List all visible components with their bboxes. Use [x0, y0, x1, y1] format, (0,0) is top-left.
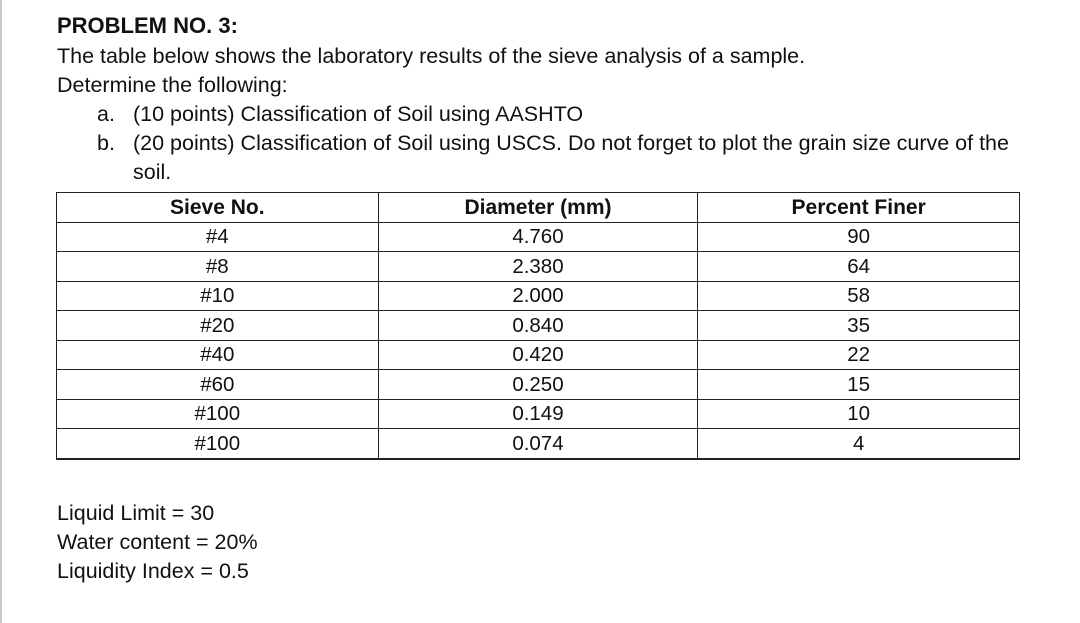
liquidity-index: Liquidity Index = 0.5 — [57, 559, 249, 583]
task-text-b: (20 points) Classification of Soil using USCS. Do not forget to plot the grain size curve of the soil. — [133, 131, 1009, 184]
header-percent-finer: Percent Finer — [698, 193, 1020, 223]
sieve-no-cell: #100 — [57, 399, 379, 429]
sieve-no-cell: #8 — [57, 252, 379, 282]
task-item-a — [97, 100, 1027, 129]
percent-finer-cell: 90 — [698, 222, 1020, 252]
problem-section — [57, 12, 1027, 187]
diameter-cell: 0.149 — [378, 399, 698, 429]
liquid-limit: Liquid Limit = 30 — [57, 501, 215, 525]
table-row — [57, 340, 1020, 370]
sieve-no-cell: #60 — [57, 370, 379, 400]
sieve-no-cell: #40 — [57, 340, 379, 370]
diameter-cell: 0.420 — [378, 340, 698, 370]
problem-intro-line-2: Determine the following: — [57, 73, 288, 97]
table-header-row — [57, 193, 1020, 223]
page-left-border — [0, 0, 2, 623]
header-diameter: Diameter (mm) — [378, 193, 698, 223]
sieve-no-cell: #4 — [57, 222, 379, 252]
percent-finer-cell: 10 — [698, 399, 1020, 429]
percent-finer-cell: 64 — [698, 252, 1020, 282]
diameter-cell: 0.250 — [378, 370, 698, 400]
water-content: Water content = 20% — [57, 530, 258, 554]
diameter-cell: 0.074 — [378, 429, 698, 459]
sieve-no-cell: #100 — [57, 429, 379, 459]
header-sieve-no: Sieve No. — [57, 193, 379, 223]
table-row — [57, 399, 1020, 429]
percent-finer-cell: 4 — [698, 429, 1020, 459]
soil-properties — [57, 499, 258, 586]
diameter-cell: 4.760 — [378, 222, 698, 252]
percent-finer-cell: 35 — [698, 311, 1020, 341]
task-marker-a: a. — [97, 102, 115, 126]
task-list — [57, 100, 1027, 187]
sieve-no-cell: #20 — [57, 311, 379, 341]
task-marker-b: b. — [97, 131, 115, 155]
table-row — [57, 222, 1020, 252]
table-row — [57, 281, 1020, 311]
task-item-b — [97, 129, 1027, 187]
task-text-a: (10 points) Classification of Soil using AASHTO — [133, 102, 584, 126]
sieve-no-cell: #10 — [57, 281, 379, 311]
diameter-cell: 0.840 — [378, 311, 698, 341]
table-row — [57, 311, 1020, 341]
table-row — [57, 370, 1020, 400]
problem-title: PROBLEM NO. 3: — [57, 13, 238, 38]
percent-finer-cell: 22 — [698, 340, 1020, 370]
table-row — [57, 252, 1020, 282]
sieve-analysis-table — [56, 192, 1020, 460]
percent-finer-cell: 58 — [698, 281, 1020, 311]
table-row — [57, 429, 1020, 459]
problem-intro-line-1: The table below shows the laboratory results of the sieve analysis of a sample. — [57, 44, 806, 68]
diameter-cell: 2.000 — [378, 281, 698, 311]
diameter-cell: 2.380 — [378, 252, 698, 282]
percent-finer-cell: 15 — [698, 370, 1020, 400]
